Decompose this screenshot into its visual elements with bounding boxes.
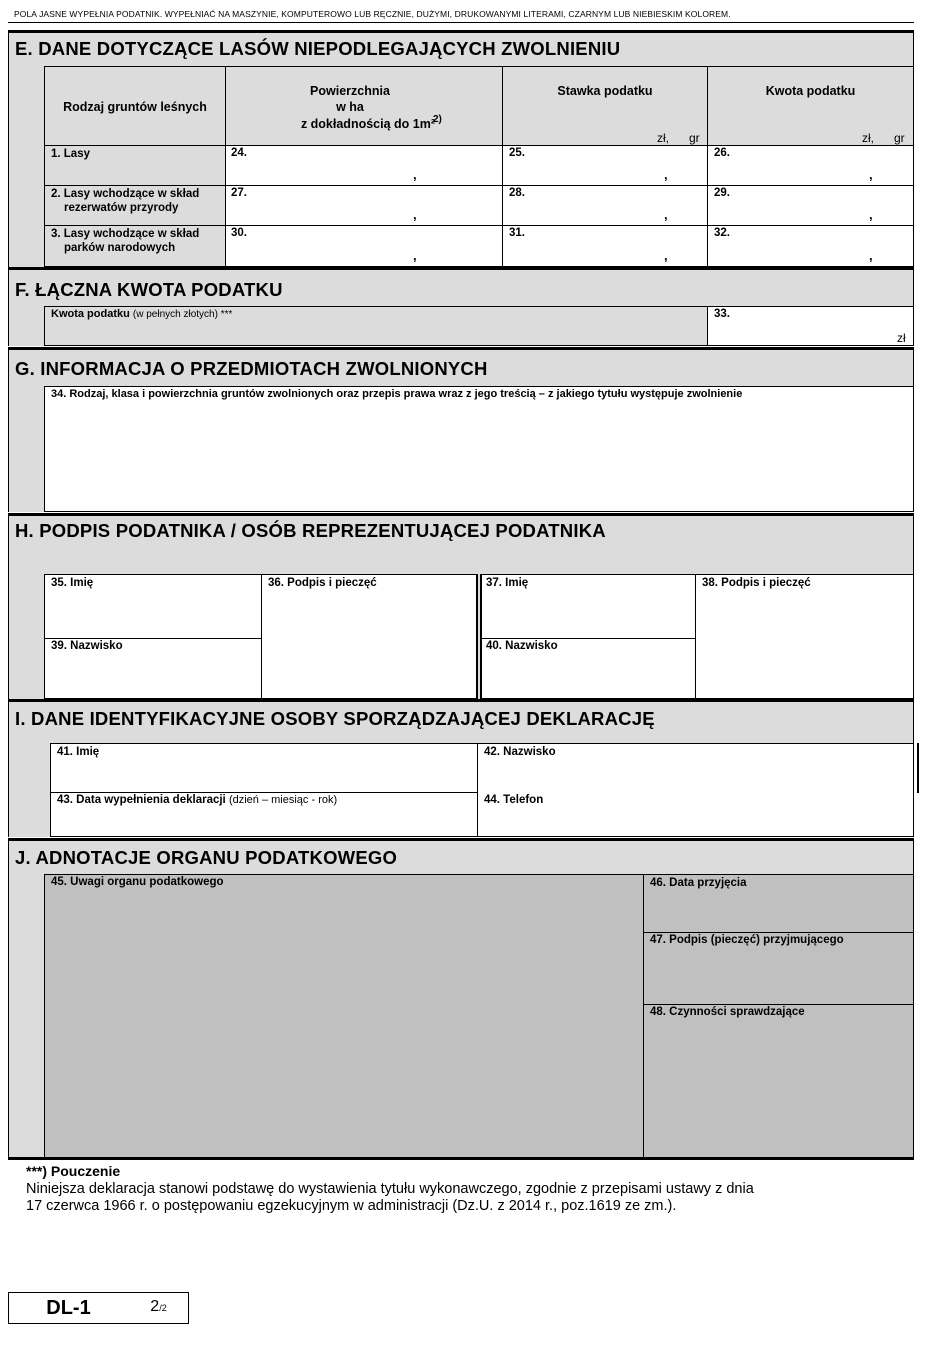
field-25-label: 25. xyxy=(509,147,525,159)
col-header-area-footnote: 2) xyxy=(433,114,442,125)
total-label: Kwota podatku (w pełnych złotych) *** xyxy=(51,308,233,320)
footnote-line-1: Niniejsza deklaracja stanowi podstawę do wystawienia tytułu wykonawczego, zgodnie z przepisami ustawy z dnia xyxy=(26,1181,754,1197)
field-24-comma: , xyxy=(413,167,417,182)
field-25[interactable] xyxy=(502,145,708,186)
form-code: DL-1 xyxy=(46,1297,91,1319)
field-26-comma: , xyxy=(869,167,873,182)
field-31-comma: , xyxy=(664,248,668,263)
footnote-line-2: 17 czerwca 1966 r. o postępowaniu egzekucyjnym w administracji (Dz.U. z 2014 r., poz.1619 ze zm.). xyxy=(26,1198,677,1214)
section-h-title: H. PODPIS PODATNIKA / OSÓB REPREZENTUJĄCEJ PODATNIKA xyxy=(15,520,606,541)
row-3-label-l1: 3. Lasy wchodzące w skład xyxy=(51,228,200,240)
row-1-label: 1. Lasy xyxy=(51,148,90,160)
field-32-label: 32. xyxy=(714,227,730,239)
field-32[interactable] xyxy=(707,225,914,267)
field-38[interactable] xyxy=(695,574,914,699)
field-26-label: 26. xyxy=(714,147,730,159)
col-header-area-l1: Powierzchnia xyxy=(310,84,390,98)
field-39-label: 39. Nazwisko xyxy=(51,640,123,652)
field-42-label: 42. Nazwisko xyxy=(484,746,556,758)
field-31-label: 31. xyxy=(509,227,525,239)
field-27-label: 27. xyxy=(231,187,247,199)
amount-unit-gr: gr xyxy=(894,131,905,145)
field-28[interactable] xyxy=(502,185,708,226)
form-bottom-rule xyxy=(8,1157,914,1160)
col-header-rate xyxy=(502,66,708,146)
field-48-label: 48. Czynności sprawdzające xyxy=(650,1006,805,1018)
field-36[interactable] xyxy=(261,574,477,699)
field-41-label: 41. Imię xyxy=(57,746,100,758)
field-30-comma: , xyxy=(413,248,417,263)
field-44-label: 44. Telefon xyxy=(484,794,544,806)
page-total: /2 xyxy=(159,1303,167,1313)
rate-unit-gr: gr xyxy=(689,131,700,145)
col-header-amount-label: Kwota podatku xyxy=(765,84,856,98)
field-34[interactable] xyxy=(44,386,914,512)
field-43-note: (dzień – miesiąc - rok) xyxy=(228,794,338,806)
field-25-comma: , xyxy=(664,167,668,182)
field-24[interactable] xyxy=(225,145,503,186)
row-2-label-l2: rezerwatów przyrody xyxy=(64,202,179,214)
field-30-label: 30. xyxy=(231,227,247,239)
field-31[interactable] xyxy=(502,225,708,267)
field-30[interactable] xyxy=(225,225,503,267)
field-33[interactable] xyxy=(707,306,914,346)
field-36-label: 36. Podpis i pieczęć xyxy=(268,577,377,589)
col-header-amount xyxy=(707,66,914,146)
field-48 xyxy=(643,1004,914,1158)
field-45 xyxy=(44,874,644,1158)
field-41[interactable] xyxy=(50,743,478,793)
field-33-unit: zł xyxy=(897,331,906,345)
field-29-comma: , xyxy=(869,207,873,222)
section-j-title: J. ADNOTACJE ORGANU PODATKOWEGO xyxy=(15,847,398,868)
col-header-rate-label: Stawka podatku xyxy=(557,84,653,98)
rate-unit-zl: zł, xyxy=(657,131,669,145)
section-g-title: G. INFORMACJA O PRZEDMIOTACH ZWOLNIONYCH xyxy=(15,358,488,379)
header-note: POLA JASNE WYPEŁNIA PODATNIK. WYPEŁNIAĆ NA MASZYNIE, KOMPUTEROWO LUB RĘCZNIE, DUŻYMI, DRUKOWANYMI LITERAMI, CZARNYM LUB NIEBIESKIM KOLOREM. xyxy=(14,9,731,19)
field-38-label: 38. Podpis i pieczęć xyxy=(702,577,811,589)
field-29[interactable] xyxy=(707,185,914,226)
section-f-title: F. ŁĄCZNA KWOTA PODATKU xyxy=(15,279,283,300)
field-43-label: 43. Data wypełnienia deklaracji (dzień – miesiąc - rok) xyxy=(57,794,338,806)
field-28-label: 28. xyxy=(509,187,525,199)
field-37-label: 37. Imię xyxy=(486,577,529,589)
total-label-note: (w pełnych złotych) *** xyxy=(132,309,233,320)
edge-mark xyxy=(917,743,919,793)
field-34-label: 34. Rodzaj, klasa i powierzchnia gruntów zwolnionych oraz przepis prawa wraz z jego treścią – z jakiego tytułu występuje zwolnienie xyxy=(51,388,743,400)
col-header-type-label: Rodzaj gruntów leśnych xyxy=(63,100,207,114)
field-46-label: 46. Data przyjęcia xyxy=(650,877,747,889)
field-27[interactable] xyxy=(225,185,503,226)
section-i-title: I. DANE IDENTYFIKACYJNE OSOBY SPORZĄDZAJĄCEJ DEKLARACJĘ xyxy=(15,708,655,729)
row-2-label-l1: 2. Lasy wchodzące w skład xyxy=(51,188,200,200)
field-32-comma: , xyxy=(869,248,873,263)
top-rule xyxy=(8,22,914,23)
amount-unit-zl: zł, xyxy=(862,131,874,145)
field-35-label: 35. Imię xyxy=(51,577,94,589)
field-45-label: 45. Uwagi organu podatkowego xyxy=(51,876,224,888)
col-header-area-l3: z dokładnością do 1m² xyxy=(300,117,435,131)
field-47-label: 47. Podpis (pieczęć) przyjmującego xyxy=(650,934,844,946)
field-26[interactable] xyxy=(707,145,914,186)
footnote-title: ***) Pouczenie xyxy=(26,1163,121,1179)
field-24-label: 24. xyxy=(231,147,247,159)
page-number: 2/2 xyxy=(150,1298,167,1315)
field-28-comma: , xyxy=(664,207,668,222)
field-40-label: 40. Nazwisko xyxy=(486,640,558,652)
section-e-title: E. DANE DOTYCZĄCE LASÓW NIEPODLEGAJĄCYCH ZWOLNIENIU xyxy=(15,38,621,59)
col-header-area-l2: w ha xyxy=(336,100,364,114)
field-27-comma: , xyxy=(413,207,417,222)
field-29-label: 29. xyxy=(714,187,730,199)
row-3-label-l2: parków narodowych xyxy=(64,242,176,254)
field-33-label: 33. xyxy=(714,308,730,320)
